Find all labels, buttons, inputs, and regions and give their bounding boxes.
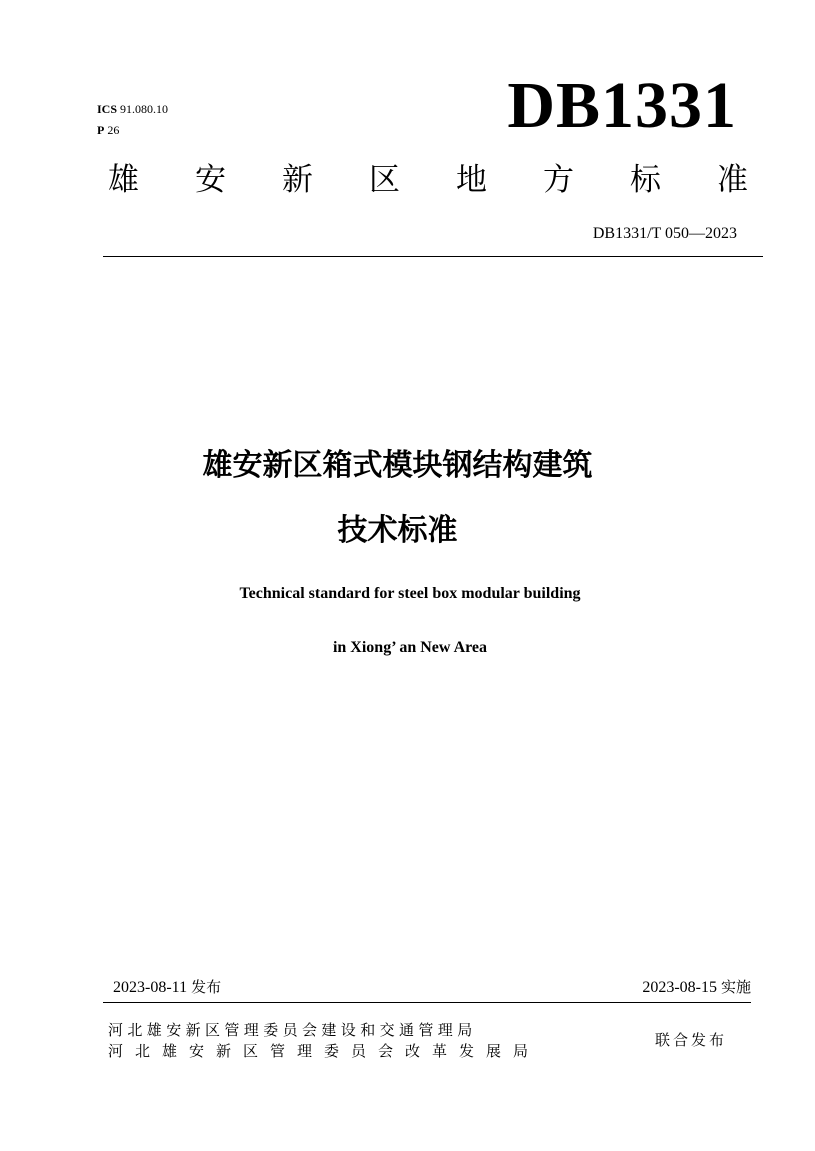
standard-type-char: 新 [282, 162, 313, 198]
implement-date-line [642, 977, 751, 998]
ccs-label: P [97, 123, 105, 137]
implement-date: 2023-08-15 [642, 979, 717, 996]
issuer-line1: 河北雄安新区管理委员会建设和交通管理局 [108, 1021, 477, 1039]
standard-number: DB1331/T 050—2023 [592, 225, 737, 242]
standard-type-char: 方 [543, 162, 574, 198]
standard-code-logo: DB1331 [507, 69, 737, 142]
ccs-value: 26 [107, 123, 120, 137]
standard-type-char: 区 [369, 162, 400, 198]
header-divider [103, 256, 763, 257]
title-cn-line1: 雄安新区箱式模块钢结构建筑 [202, 448, 593, 483]
issue-date-line [113, 977, 221, 998]
issue-label: 发布 [191, 978, 222, 996]
ics-classification [97, 102, 168, 116]
standard-type [108, 160, 748, 200]
title-cn-line2: 技术标准 [337, 513, 458, 548]
ics-label: ICS [97, 102, 118, 116]
joint-issue-label: 联合发布 [655, 1031, 728, 1049]
standard-type-char: 安 [195, 162, 226, 198]
standard-type-char: 地 [456, 162, 487, 198]
standard-type-char: 标 [630, 162, 661, 198]
title-en-line2: in Xiong’ an New Area [332, 639, 488, 656]
footer-divider [103, 1002, 751, 1003]
ccs-classification [97, 123, 119, 137]
ics-value: 91.080.10 [120, 102, 169, 116]
standard-type-char: 雄 [108, 162, 139, 198]
issue-date: 2023-08-11 [113, 979, 188, 996]
implement-label: 实施 [720, 978, 751, 996]
standard-type-char: 准 [717, 162, 748, 198]
issuer-line2: 河北雄安新区管理委员会改革发展局 [108, 1042, 541, 1060]
title-en-line1: Technical standard for steel box modular building [239, 585, 581, 602]
